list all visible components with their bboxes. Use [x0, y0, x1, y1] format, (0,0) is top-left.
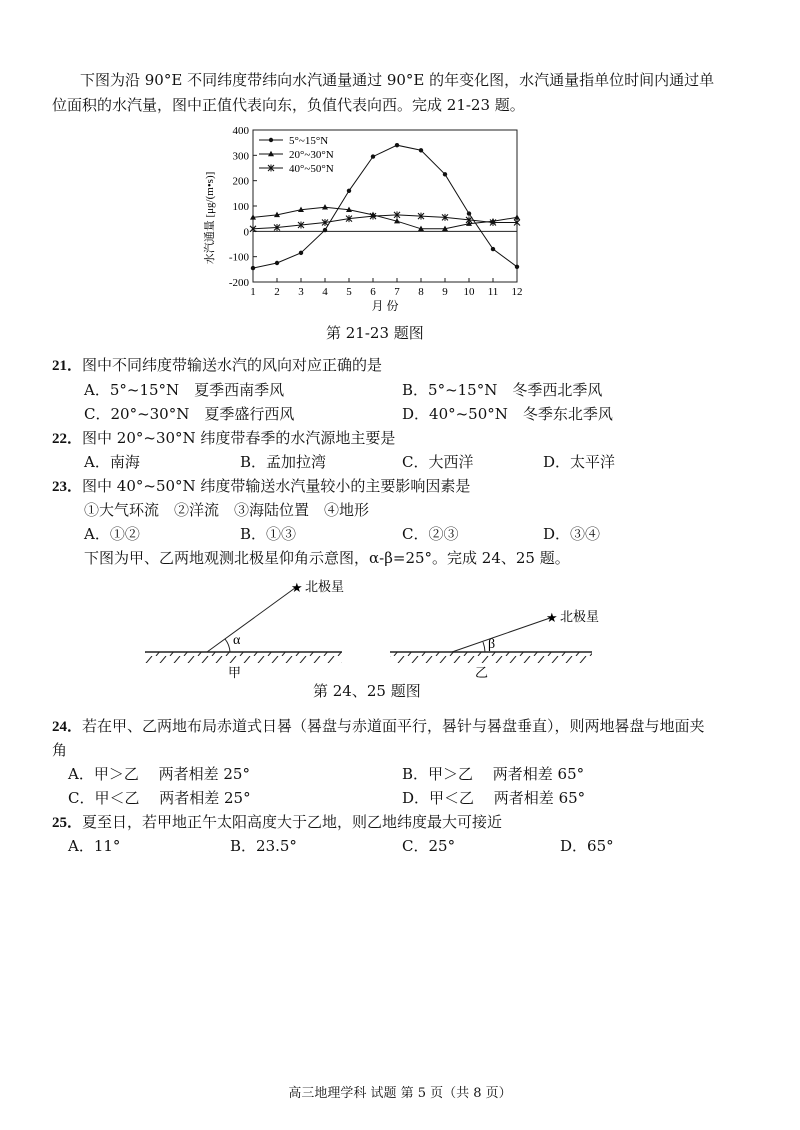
series-1-point [251, 266, 255, 270]
q23-option-d[interactable]: D．③④ [543, 525, 601, 543]
page-footer: 高三地理学科 试题 第 5 页（共 8 页） [288, 1086, 512, 1101]
intro-line-2: 位面积的水汽量，图中正值代表向东，负值代表向西。完成 21-23 题。 [52, 96, 525, 114]
question-25 [52, 812, 502, 833]
x-tick-label: 6 [370, 286, 376, 298]
figure-1-caption: 第 21-23 题图 [326, 324, 424, 342]
q22-option-a[interactable]: A．南海 [84, 453, 140, 471]
series-1-point [395, 143, 399, 147]
q24-option-a[interactable]: A．甲＞乙 两者相差 25° [68, 765, 250, 783]
intro-2: 下图为甲、乙两地观测北极星仰角示意图，α-β=25°。完成 24、25 题。 [84, 549, 570, 567]
question-23-number: 23． [52, 479, 83, 495]
series-2-point [322, 204, 328, 209]
legend-marker-1 [269, 138, 273, 142]
x-tick-label: 2 [274, 286, 280, 298]
series-1-point [515, 265, 519, 269]
question-22-number: 22． [52, 431, 83, 447]
q21-option-a[interactable]: A．5°~15°N 夏季西南季风 [84, 381, 285, 399]
water-vapor-flux-chart [195, 118, 535, 323]
sightline-yi [452, 618, 550, 652]
series-1-point [371, 154, 375, 158]
beta-label: β [488, 637, 496, 652]
question-23-stem: 图中 40°~50°N 纬度带输送水汽量较小的主要影响因素是 [82, 477, 471, 495]
question-24-stem-cont: 角 [52, 741, 68, 759]
y-tick-label: -200 [228, 277, 249, 289]
x-tick-label: 1 [250, 286, 256, 298]
x-tick-label: 9 [442, 286, 448, 298]
q23-option-b[interactable]: B．①③ [240, 525, 297, 543]
y-tick-label: 100 [232, 201, 249, 213]
chart-legend [259, 135, 334, 175]
series-1-point [347, 189, 351, 193]
y-tick-label: 400 [232, 125, 249, 137]
q22-option-d[interactable]: D．太平洋 [543, 453, 616, 471]
series-1-point [323, 228, 327, 232]
y-tick-label: -100 [228, 251, 249, 264]
question-25-number: 25． [52, 815, 83, 831]
x-tick-label: 12 [511, 286, 523, 298]
series-1-point [299, 251, 303, 255]
question-24 [52, 716, 705, 737]
figure-2-caption: 第 24、25 题图 [313, 682, 421, 700]
series-1-point [275, 261, 279, 265]
legend-label-1: 5°~15°N [289, 135, 329, 147]
x-tick-label: 8 [418, 286, 424, 298]
q24-option-b[interactable]: B．甲＞乙 两者相差 65° [402, 765, 585, 783]
question-24-stem: 若在甲、乙两地布局赤道式日晷（晷盘与赤道面平行，晷针与晷盘垂直），则两地晷盘与地面夹 [82, 717, 705, 735]
ground-hatch-yi [390, 652, 592, 663]
x-tick-label: 5 [346, 286, 352, 298]
y-axis-label: 水汽通量 [μg/(m•s)] [204, 171, 216, 265]
x-axis-label: 月 份 [371, 299, 399, 313]
star-icon: ★ [291, 580, 303, 595]
series-2-point [514, 214, 520, 219]
q21-option-d[interactable]: D．40°~50°N 冬季东北季风 [402, 405, 613, 423]
series-1-point [443, 172, 447, 176]
series-1-point [467, 211, 471, 215]
x-tick-label: 3 [298, 286, 304, 298]
place-jia-label: 甲 [228, 665, 242, 680]
q22-option-b[interactable]: B．孟加拉湾 [240, 453, 327, 471]
q25-option-d[interactable]: D．65° [560, 837, 614, 855]
question-23 [52, 476, 470, 497]
question-25-stem: 夏至日，若甲地正午太阳高度大于乙地，则乙地纬度最大可接近 [82, 813, 503, 831]
x-tick-label: 11 [487, 286, 499, 298]
q25-option-c[interactable]: C．25° [402, 837, 456, 855]
q24-option-c[interactable]: C．甲＜乙 两者相差 25° [68, 789, 251, 807]
q23-option-a[interactable]: A．①② [84, 525, 140, 543]
place-yi-label: 乙 [475, 665, 489, 680]
series-1-point [419, 148, 423, 152]
legend-label-3: 40°~50°N [289, 163, 334, 175]
q21-option-b[interactable]: B．5°~15°N 冬季西北季风 [402, 381, 603, 399]
question-22 [52, 428, 395, 449]
x-tick-label: 10 [463, 286, 475, 298]
alpha-label: α [233, 633, 241, 648]
y-tick-label: 300 [232, 150, 249, 163]
q25-option-b[interactable]: B．23.5° [230, 837, 297, 855]
intro-line-1: 下图为沿 90°E 不同纬度带纬向水汽通量通过 90°E 的年变化图，水汽通量指单位时间内通过单 [80, 71, 715, 89]
y-tick-label: 0 [243, 226, 249, 239]
y-tick-label: 200 [232, 175, 249, 188]
x-tick-label: 7 [394, 286, 400, 298]
star-icon: ★ [546, 610, 558, 625]
sightline-jia [207, 588, 295, 652]
q24-option-d[interactable]: D．甲＜乙 两者相差 65° [402, 789, 586, 807]
angle-arc-alpha [225, 639, 230, 652]
polaris-label-1: 北极星 [305, 579, 345, 594]
legend-label-2: 20°~30°N [289, 149, 334, 161]
angle-arc-beta [483, 642, 485, 652]
ground-hatch-jia [145, 652, 342, 663]
question-22-stem: 图中 20°~30°N 纬度带春季的水汽源地主要是 [82, 429, 396, 447]
q25-option-a[interactable]: A．11° [68, 837, 121, 855]
question-21-stem: 图中不同纬度带输送水汽的风向对应正确的是 [82, 356, 383, 374]
polaris-elevation-diagram [140, 572, 610, 682]
question-23-factors: ①大气环流 ②洋流 ③海陆位置 ④地形 [84, 501, 370, 519]
x-tick-label: 4 [322, 286, 328, 298]
q21-option-c[interactable]: C．20°~30°N 夏季盛行西风 [84, 405, 295, 423]
q23-option-c[interactable]: C．②③ [402, 525, 459, 543]
question-21-number: 21． [52, 358, 83, 374]
q22-option-c[interactable]: C．大西洋 [402, 453, 474, 471]
series-1-point [491, 247, 495, 251]
question-24-number: 24． [52, 719, 83, 735]
question-21 [52, 355, 382, 376]
polaris-label-2: 北极星 [560, 609, 600, 624]
